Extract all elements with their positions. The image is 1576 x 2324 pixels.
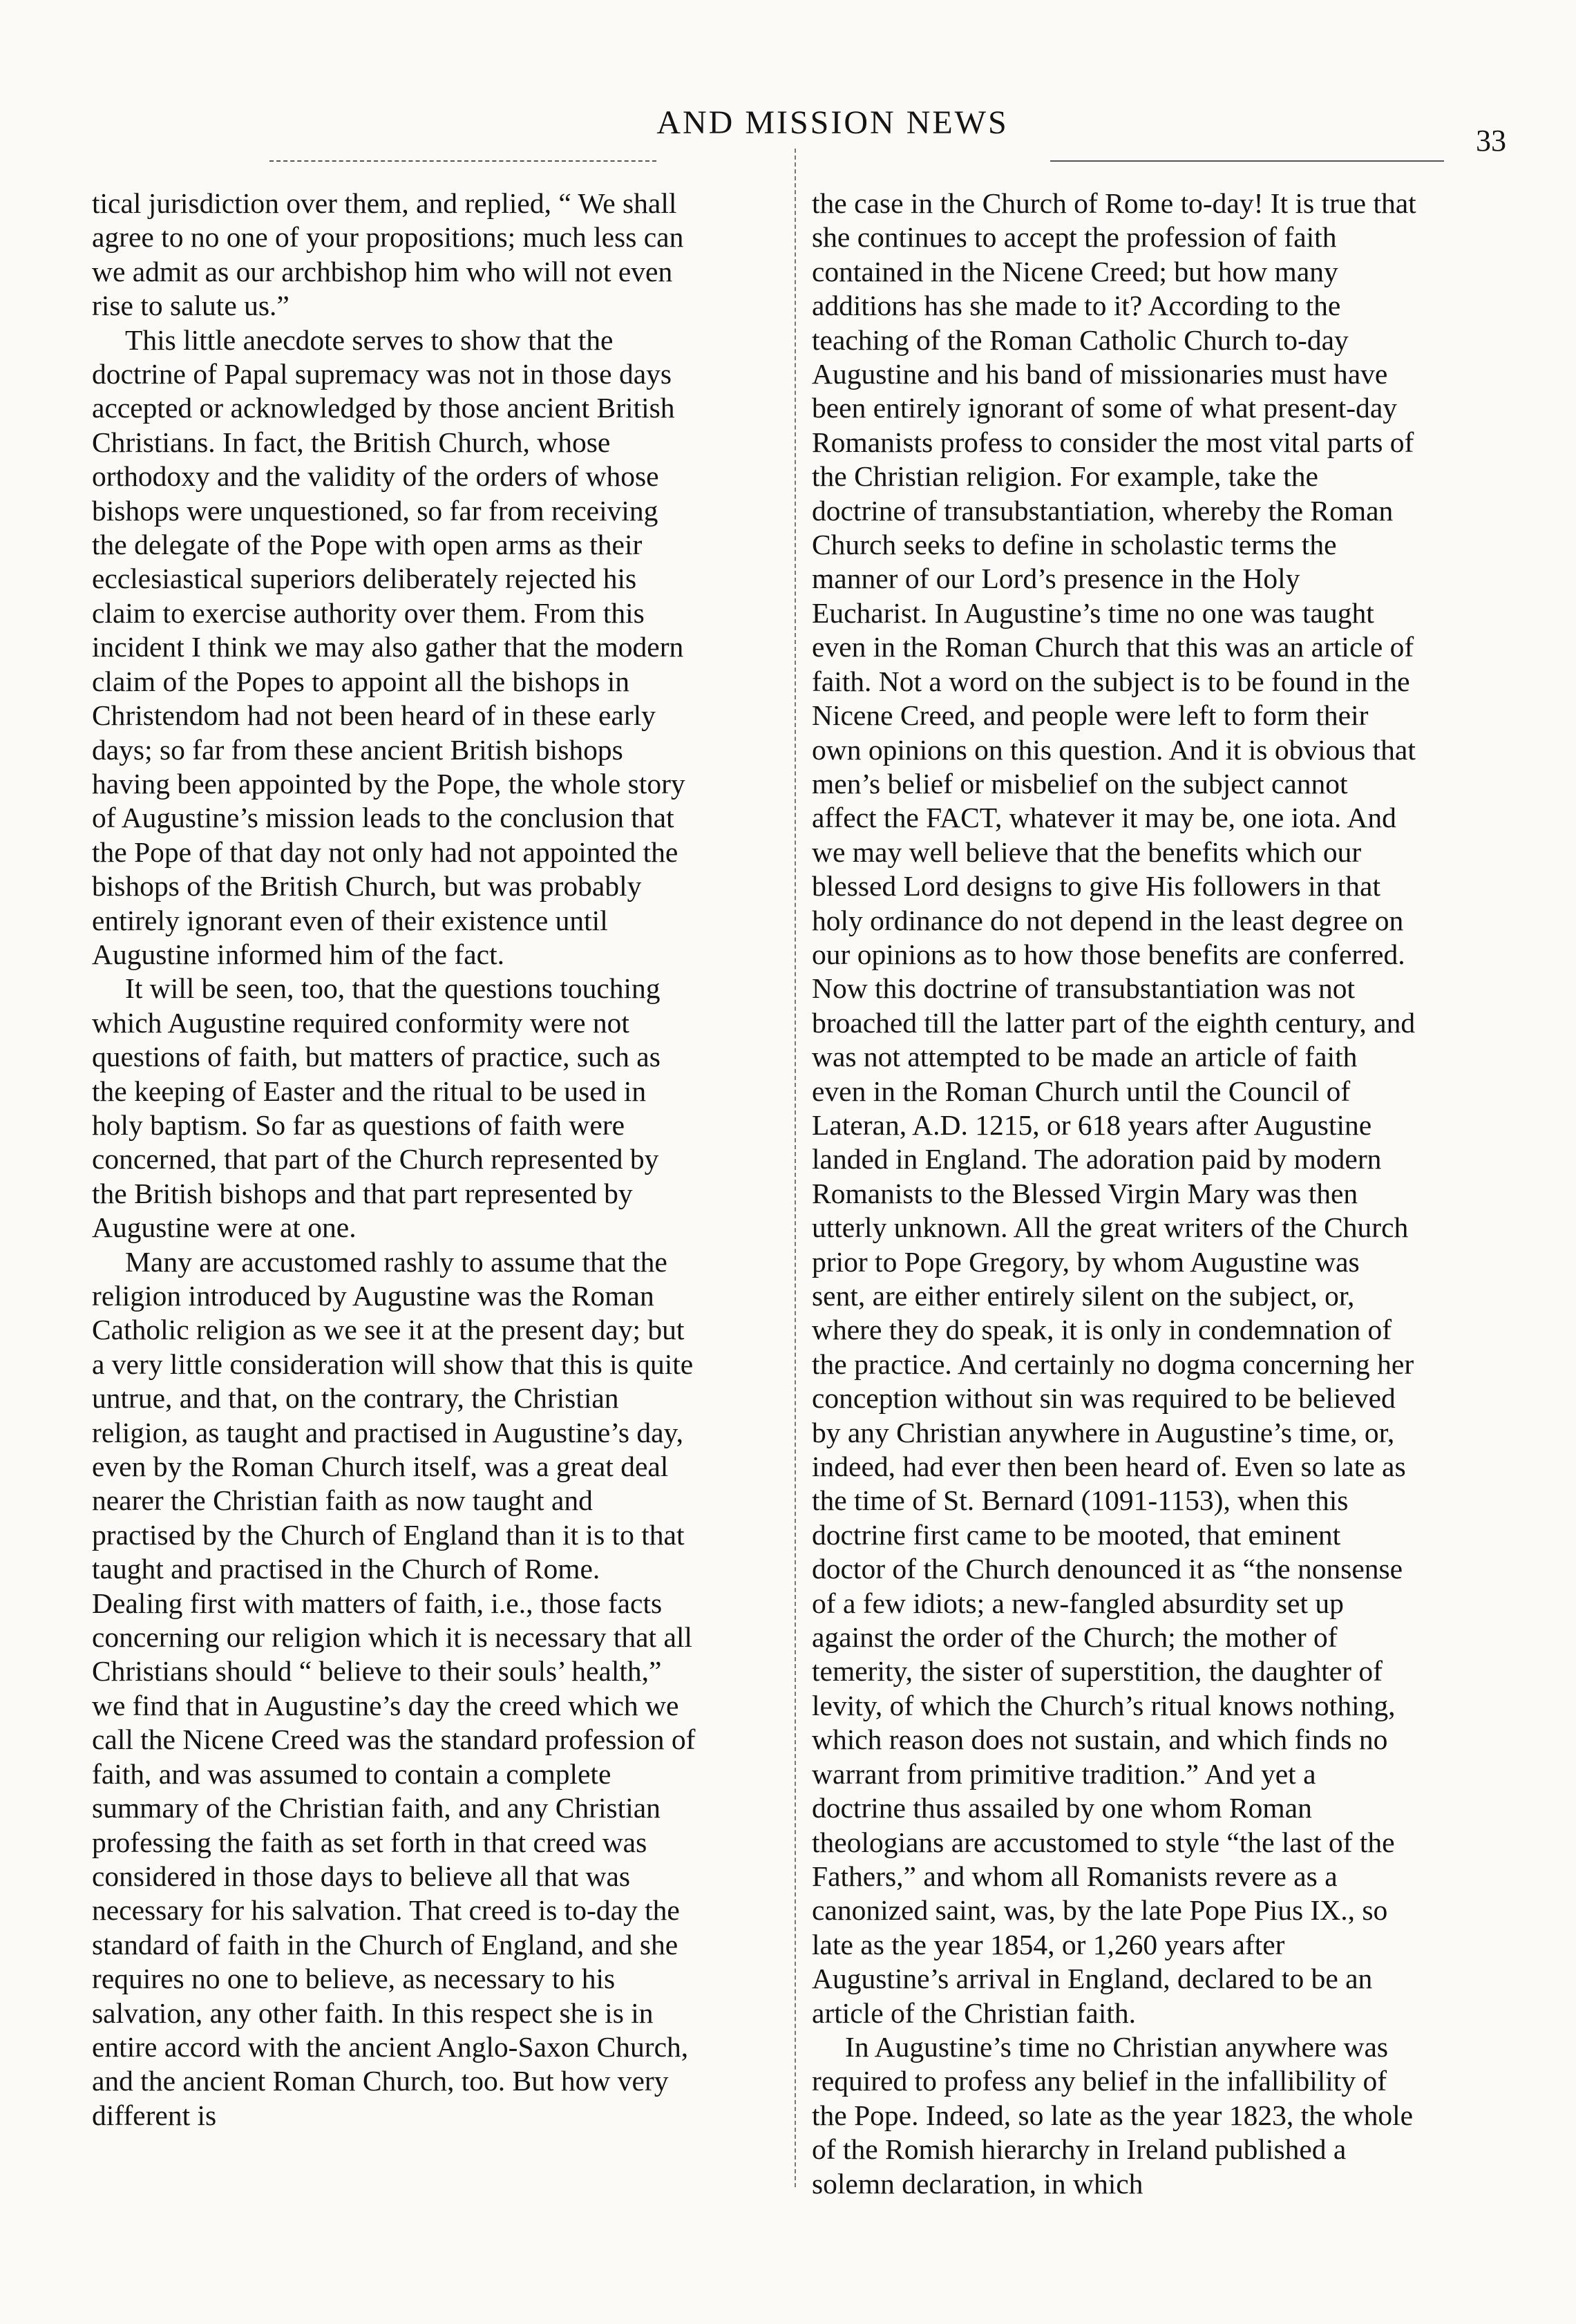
header-rule-left — [269, 160, 656, 162]
right-paragraph-1: the case in the Church of Rome to-day! It is true that she continues to accept the profession of faith contained in the Nicene Creed; but how many additions has she made to it? According to the teaching of the Roman Catholic Church to-day Augustine and his band of missionaries must have been entirely ignorant of some of what present-day Romanists profess to consider the most vital parts of the Christian religion. For example, take the doctrine of transubstantiation, whereby the Roman Church seeks to define in scholastic terms the manner of our Lord’s presence in the Holy Eucharist. In Augustine’s time no one was taught even in the Roman Church that this was an article of faith. Not a word on the subject is to be found in the Nicene Creed, and people were left to form their own opinions on this question. And it is obvious that men’s belief or misbelief on the subject cannot affect the FACT, whatever it may be, one iota. And we may well believe that the benefits which our blessed Lord designs to give His followers in that holy ordinance do not depend in the least degree on our opinions as to how those benefits are conferred. Now this doctrine of transubstantiation was not broached till the latter part of the eighth century, and was not attempted to be made an article of faith even in the Roman Church until the Council of Lateran, A.D. 1215, or 618 years after Augustine landed in England. The adoration paid by modern Romanists to the Blessed Virgin Mary was then utterly unknown. All the great writers of the Church prior to Pope Gregory, by whom Augustine was sent, are either entirely silent on the subject, or, where they do speak, it is only in condemnation of the practice. And certainly no dogma concerning her conception without sin was required to be believed by any Christian anywhere in Augustine’s time, or, indeed, had ever then been heard of. Even so late as the time of St. Bernard (1091-1153), when this doctrine first came to be mooted, that eminent doctor of the Church denounced it as “the nonsense of a few idiots; a new-fangled absurdity set up against the order of the Church; the mother of temerity, the sister of superstition, the daughter of levity, of which the Church’s ritual knows nothing, which reason does not sustain, and which finds no warrant from primitive tradition.” And yet a doctrine thus assailed by one whom Roman theologians are accustomed to style “the last of the Fathers,” and whom all Romanists revere as a canonized saint, was, by the late Pope Pius IX., so late as the year 1854, or 1,260 years after Augustine’s arrival in England, declared to be an article of the Christian faith. — [812, 187, 1416, 2029]
right-column — [812, 187, 1416, 2201]
left-paragraph-3: It will be seen, too, that the questions touching which Augustine required conformity were not questions of faith, but matters of practice, such as the keeping of Easter and the ritual to be used in holy baptism. So far as questions of faith were concerned, that part of the Church represented by the British bishops and that part represented by Augustine were at one. — [92, 972, 661, 1244]
left-paragraph-4: Many are accustomed rashly to assume that the religion introduced by Augustine was the Roman Catholic religion as we see it at the present day; but a very little consideration will show that this is quite untrue, and that, on the contrary, the Christian religion, as taught and practised in Augustine’s day, even by the Roman Church itself, was a great deal nearer the Christian faith as now taught and practised by the Church of England than it is to that taught and practised in the Church of Rome. Dealing first with matters of faith, i.e., those facts concerning our religion which it is necessary that all Christians should “ believe to their souls’ health,” we find that in Augustine’s day the creed which we call the Nicene Creed was the standard profession of faith, and was assumed to contain a complete summary of the Christian faith, and any Christian professing the faith as set forth in that creed was considered in those days to believe all that was necessary for his salvation. That creed is to-day the standard of faith in the Church of England, and she requires no one to believe, as necessary to his salvation, any other faith. In this respect she is in entire accord with the ancient Anglo-Saxon Church, and the ancient Roman Church, too. But how very different is — [92, 1245, 696, 2131]
page-number: 33 — [1476, 124, 1506, 158]
page-header — [159, 104, 1506, 159]
running-title: AND MISSION NEWS — [656, 104, 1009, 141]
column-divider — [795, 149, 796, 2187]
left-paragraph-2: This little anecdote serves to show that the doctrine of Papal supremacy was not in those days accepted or acknowledged by those ancient British Christians. In fact, the British Church, whose orthodoxy and the validity of the orders of whose bishops were unquestioned, so far from receiving the delegate of the Pope with open arms as their ecclesiastical superiors deliberately rejected his claim to exercise authority over them. From this incident I think we may also gather that the modern claim of the Popes to appoint all the bishops in Christendom had not been heard of in these early days; so far from these ancient British bishops having been appointed by the Pope, the whole story of Augustine’s mission leads to the conclusion that the Pope of that day not only had not appointed the bishops of the British Church, but was probably entirely ignorant even of their existence until Augustine informed him of the fact. — [92, 323, 685, 970]
left-paragraph-1: tical jurisdiction over them, and replied, “ We shall agree to no one of your propositions; much less can we admit as our archbishop him who will not even rise to salute us.” — [92, 187, 684, 322]
right-paragraph-2: In Augustine’s time no Christian anywhere was required to profess any belief in the infallibility of the Pope. Indeed, so late as the year 1823, the whole of the Romish hierarchy in Ireland published a solemn declaration, in which — [812, 2030, 1414, 2200]
header-rule-right — [1050, 160, 1444, 162]
left-column — [92, 187, 696, 2133]
